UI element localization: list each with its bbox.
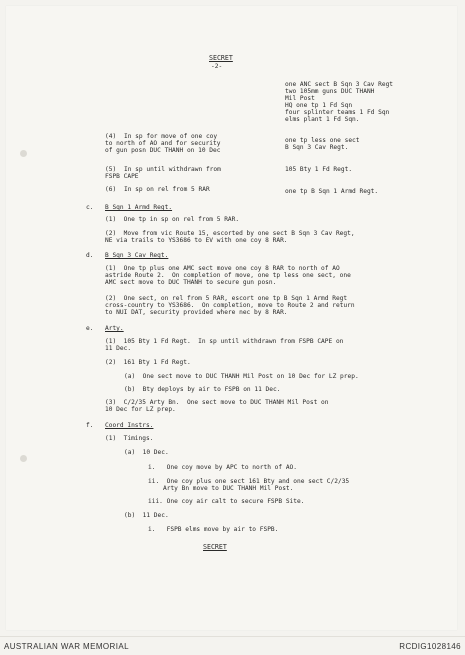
classification-footer: SECRET [203, 543, 227, 551]
right-line: one tp B Sqn 1 Armd Regt. [285, 188, 379, 195]
punch-hole [20, 455, 27, 462]
item-text: FSPB CAPE [105, 173, 139, 180]
para-line: (1) 105 Bty 1 Fd Regt. In sp until withdrawn from FSPB CAPE on [105, 338, 344, 345]
para-line: (2) One sect, on rel from 5 RAR, escort one tp B Sqn 1 Armd Regt [105, 295, 348, 302]
para-line: (2) Move from vic Route 15, escorted by one sect B Sqn 3 Cav Regt, [105, 230, 355, 237]
punch-hole [20, 150, 27, 157]
para-letter: c. [86, 204, 94, 211]
para-line: to NUI DAT, security provided where nec by 8 RAR. [105, 309, 288, 316]
item-text: In sp on rel from 5 RAR [124, 186, 210, 193]
para-line: 10 Dec for LZ prep. [105, 406, 176, 413]
para-line: i. FSPB elms move by air to FSPB. [148, 526, 279, 533]
right-line: elms plant 1 Fd Sqn. [285, 116, 360, 123]
para-line: (1) One tp plus one AMC sect move one coy 8 RAR to north of AO [105, 265, 340, 272]
para-title: B Sqn 3 Cav Regt. [105, 252, 169, 259]
para-line: (1) One tp in sp on rel from 5 RAR. [105, 216, 240, 223]
right-line: four splinter teams 1 Fd Sqn [285, 109, 390, 116]
para-title: Arty. [105, 325, 124, 332]
archive-id: RCDIG1028146 [399, 642, 461, 651]
para-line: Arty Bn move to DUC THANH Mil Post. [163, 485, 294, 492]
page-number: -2- [211, 63, 223, 70]
para-line: NE via trails to YS3686 to EV with one coy 8 RAR. [105, 237, 288, 244]
item-text: In sp for move of one coy [124, 133, 218, 140]
item-text: In sp until withdrawn from [124, 166, 221, 173]
item-number: (4) [105, 133, 117, 140]
para-line: 11 Dec. [105, 345, 132, 352]
para-line: iii. One coy air calt to secure FSPB Site. [148, 498, 305, 505]
right-line: one ANC sect B Sqn 3 Cav Regt [285, 81, 394, 88]
para-line: cross-country to YS3686. On completion, move to Route 2 and return [105, 302, 355, 309]
archive-footer [0, 636, 465, 655]
right-line: 105 Bty 1 Fd Regt. [285, 166, 353, 173]
para-line: AMC sect move to DUC THANH to secure gun posn. [105, 279, 277, 286]
para-letter: f. [86, 422, 94, 429]
para-line: astride Route 2. On completion of move, one tp less one sect, one [105, 272, 351, 279]
para-letter: e. [86, 325, 94, 332]
para-title: Coord Instrs. [105, 422, 154, 429]
para-line: (b) Bty deploys by air to FSPB on 11 Dec. [124, 386, 281, 393]
para-letter: d. [86, 252, 94, 259]
item-text: of gun posn DUC THANH on 10 Dec [105, 147, 221, 154]
para-line: (1) Timings. [105, 435, 154, 442]
right-line: B Sqn 3 Cav Regt. [285, 144, 349, 151]
right-line: two 105mm guns DUC THANH [285, 88, 375, 95]
item-number: (6) [105, 186, 117, 193]
para-title: B Sqn 1 Armd Regt. [105, 204, 173, 211]
classification-header: SECRET [209, 54, 233, 62]
para-line: (a) One sect move to DUC THANH Mil Post on 10 Dec for LZ prep. [124, 373, 359, 380]
para-line: (3) C/2/35 Arty Bn. One sect move to DUC THANH Mil Post on [105, 399, 329, 406]
para-line: (2) 161 Bty 1 Fd Regt. [105, 359, 191, 366]
para-line: ii. One coy plus one sect 161 Bty and one sect C/2/35 [148, 478, 350, 485]
archive-name: AUSTRALIAN WAR MEMORIAL [4, 642, 129, 651]
para-line: (b) 11 Dec. [124, 512, 169, 519]
right-line: one tp less one sect [285, 137, 360, 144]
para-line: (a) 10 Dec. [124, 449, 169, 456]
item-number: (5) [105, 166, 117, 173]
para-line: i. One coy move by APC to north of AO. [148, 464, 298, 471]
item-text: to north of AO and for security [105, 140, 221, 147]
right-line: Mil Post [285, 95, 315, 102]
document-page [6, 6, 457, 630]
right-line: HQ one tp 1 Fd Sqn [285, 102, 353, 109]
